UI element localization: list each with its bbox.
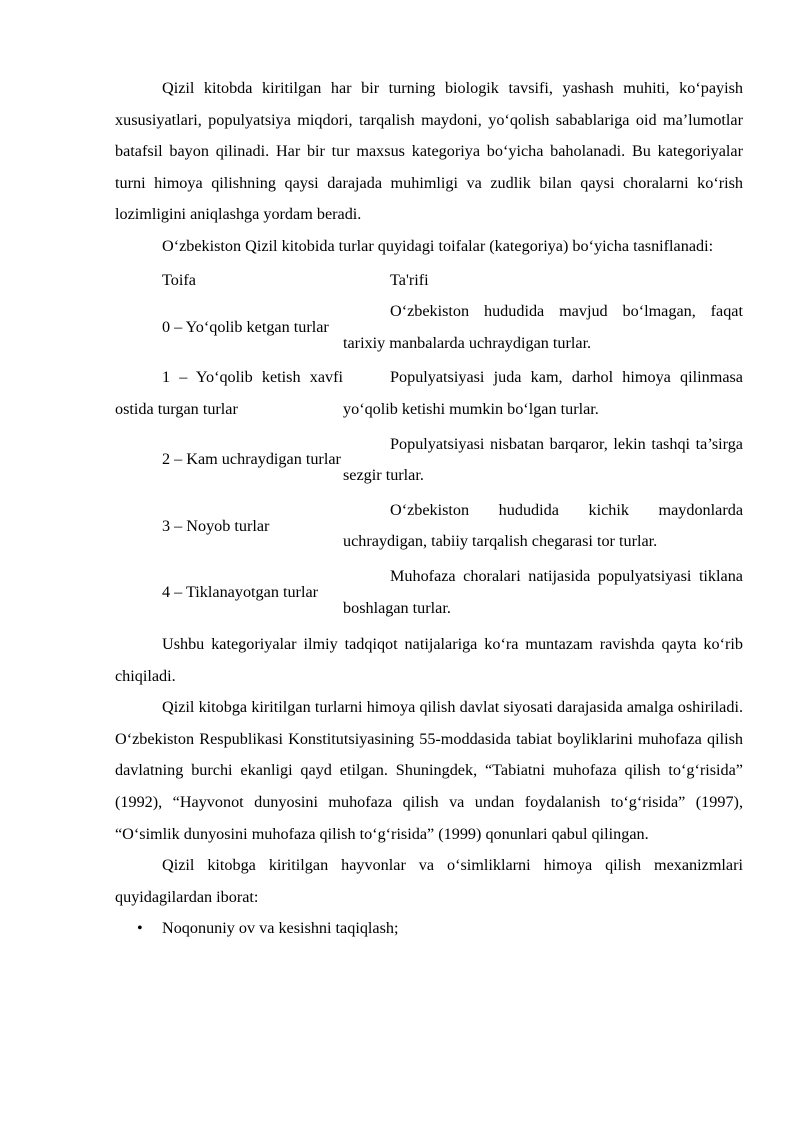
- table-row: [115, 296, 743, 362]
- category-table: [115, 265, 743, 628]
- table-row: [115, 429, 743, 495]
- category-cell: 1 – Yo‘qolib ketish xavfi ostida turgan turlar: [115, 368, 343, 418]
- category-cell: 2 – Kam uchraydigan turlar: [162, 450, 341, 469]
- description-cell: Populyatsiyasi nisbatan barqaror, lekin tashqi ta’sirga sezgir turlar.: [343, 434, 743, 485]
- description-cell: Muhofaza choralari natijasida populyatsiyasi tiklana boshlagan turlar.: [343, 566, 743, 617]
- paragraph-review: Ushbu kategoriyalar ilmiy tadqiqot natijalariga ko‘ra muntazam ravishda qayta ko‘rib chiqiladi.: [115, 635, 743, 685]
- table-header-row: [115, 265, 743, 297]
- category-cell: 4 – Tiklanayotgan turlar: [162, 582, 319, 601]
- description-cell: O‘zbekiston hududida mavjud bo‘lmagan, faqat tarixiy manbalarda uchraydigan turlar.: [343, 302, 743, 352]
- list-item: [115, 913, 743, 945]
- header-category: Toifa: [162, 270, 196, 289]
- category-cell: 0 – Yo‘qolib ketgan turlar: [162, 317, 329, 336]
- paragraph-mechanisms: Qizil kitobga kiritilgan hayvonlar va o‘simliklarni himoya qilish mexanizmlari quyidagilardan iborat:: [115, 856, 743, 906]
- description-cell: Populyatsiyasi juda kam, darhol himoya qilinmasa yo‘qolib ketishi mumkin bo‘lgan turlar.: [343, 368, 743, 418]
- mechanism-list: [115, 913, 743, 945]
- list-item-text: Noqonuniy ov va kesishni taqiqlash;: [162, 919, 399, 938]
- description-cell: O‘zbekiston hududida kichik maydonlarda uchraydigan, tabiiy tarqalish chegarasi tor turlar.: [343, 500, 743, 551]
- paragraph-legislation: Qizil kitobga kiritilgan turlarni himoya qilish davlat siyosati darajasida amalga oshiriladi. O‘zbekiston Respublikasi Konstitutsiyasining 55-moddasida tabiat boyliklarini muhofaza qilish davlatning burchi ekanligi qayd etilgan. Shuningdek, “Tabiatni muhofaza qilish to‘g‘risida” (1992), “Hayvonot dunyosini muhofaza qilish va undan foydalanish to‘g‘risida” (1997), “O‘simlik dunyosini muhofaza qilish to‘g‘risida” (1999) qonunlari qabul qilingan.: [115, 698, 743, 843]
- paragraph-intro: Qizil kitobda kiritilgan har bir turning biologik tavsifi, yashash muhiti, ko‘payish xususiyatlari, populyatsiya miqdori, tarqalish maydoni, yo‘qolish sabablariga oid ma’lumotlar batafsil bayon qilinadi. Har bir tur maxsus kategoriya bo‘yicha baholanadi. Bu kategoriyalar turni himoya qilishning qaysi darajada muhimligi va zudlik bilan qaysi choralarni ko‘rish lozimligini aniqlashga yordam beradi.: [115, 79, 743, 224]
- paragraph-classification: O‘zbekiston Qizil kitobida turlar quyidagi toifalar (kategoriya) bo‘yicha tasniflanadi:: [162, 236, 714, 255]
- category-cell: 3 – Noyob turlar: [162, 516, 270, 535]
- header-description: Ta'rifi: [390, 270, 429, 289]
- table-row: [115, 561, 743, 627]
- table-row: [115, 495, 743, 561]
- document-page: [115, 73, 743, 945]
- bullet-marker: •: [137, 919, 143, 938]
- table-row: [115, 362, 743, 428]
